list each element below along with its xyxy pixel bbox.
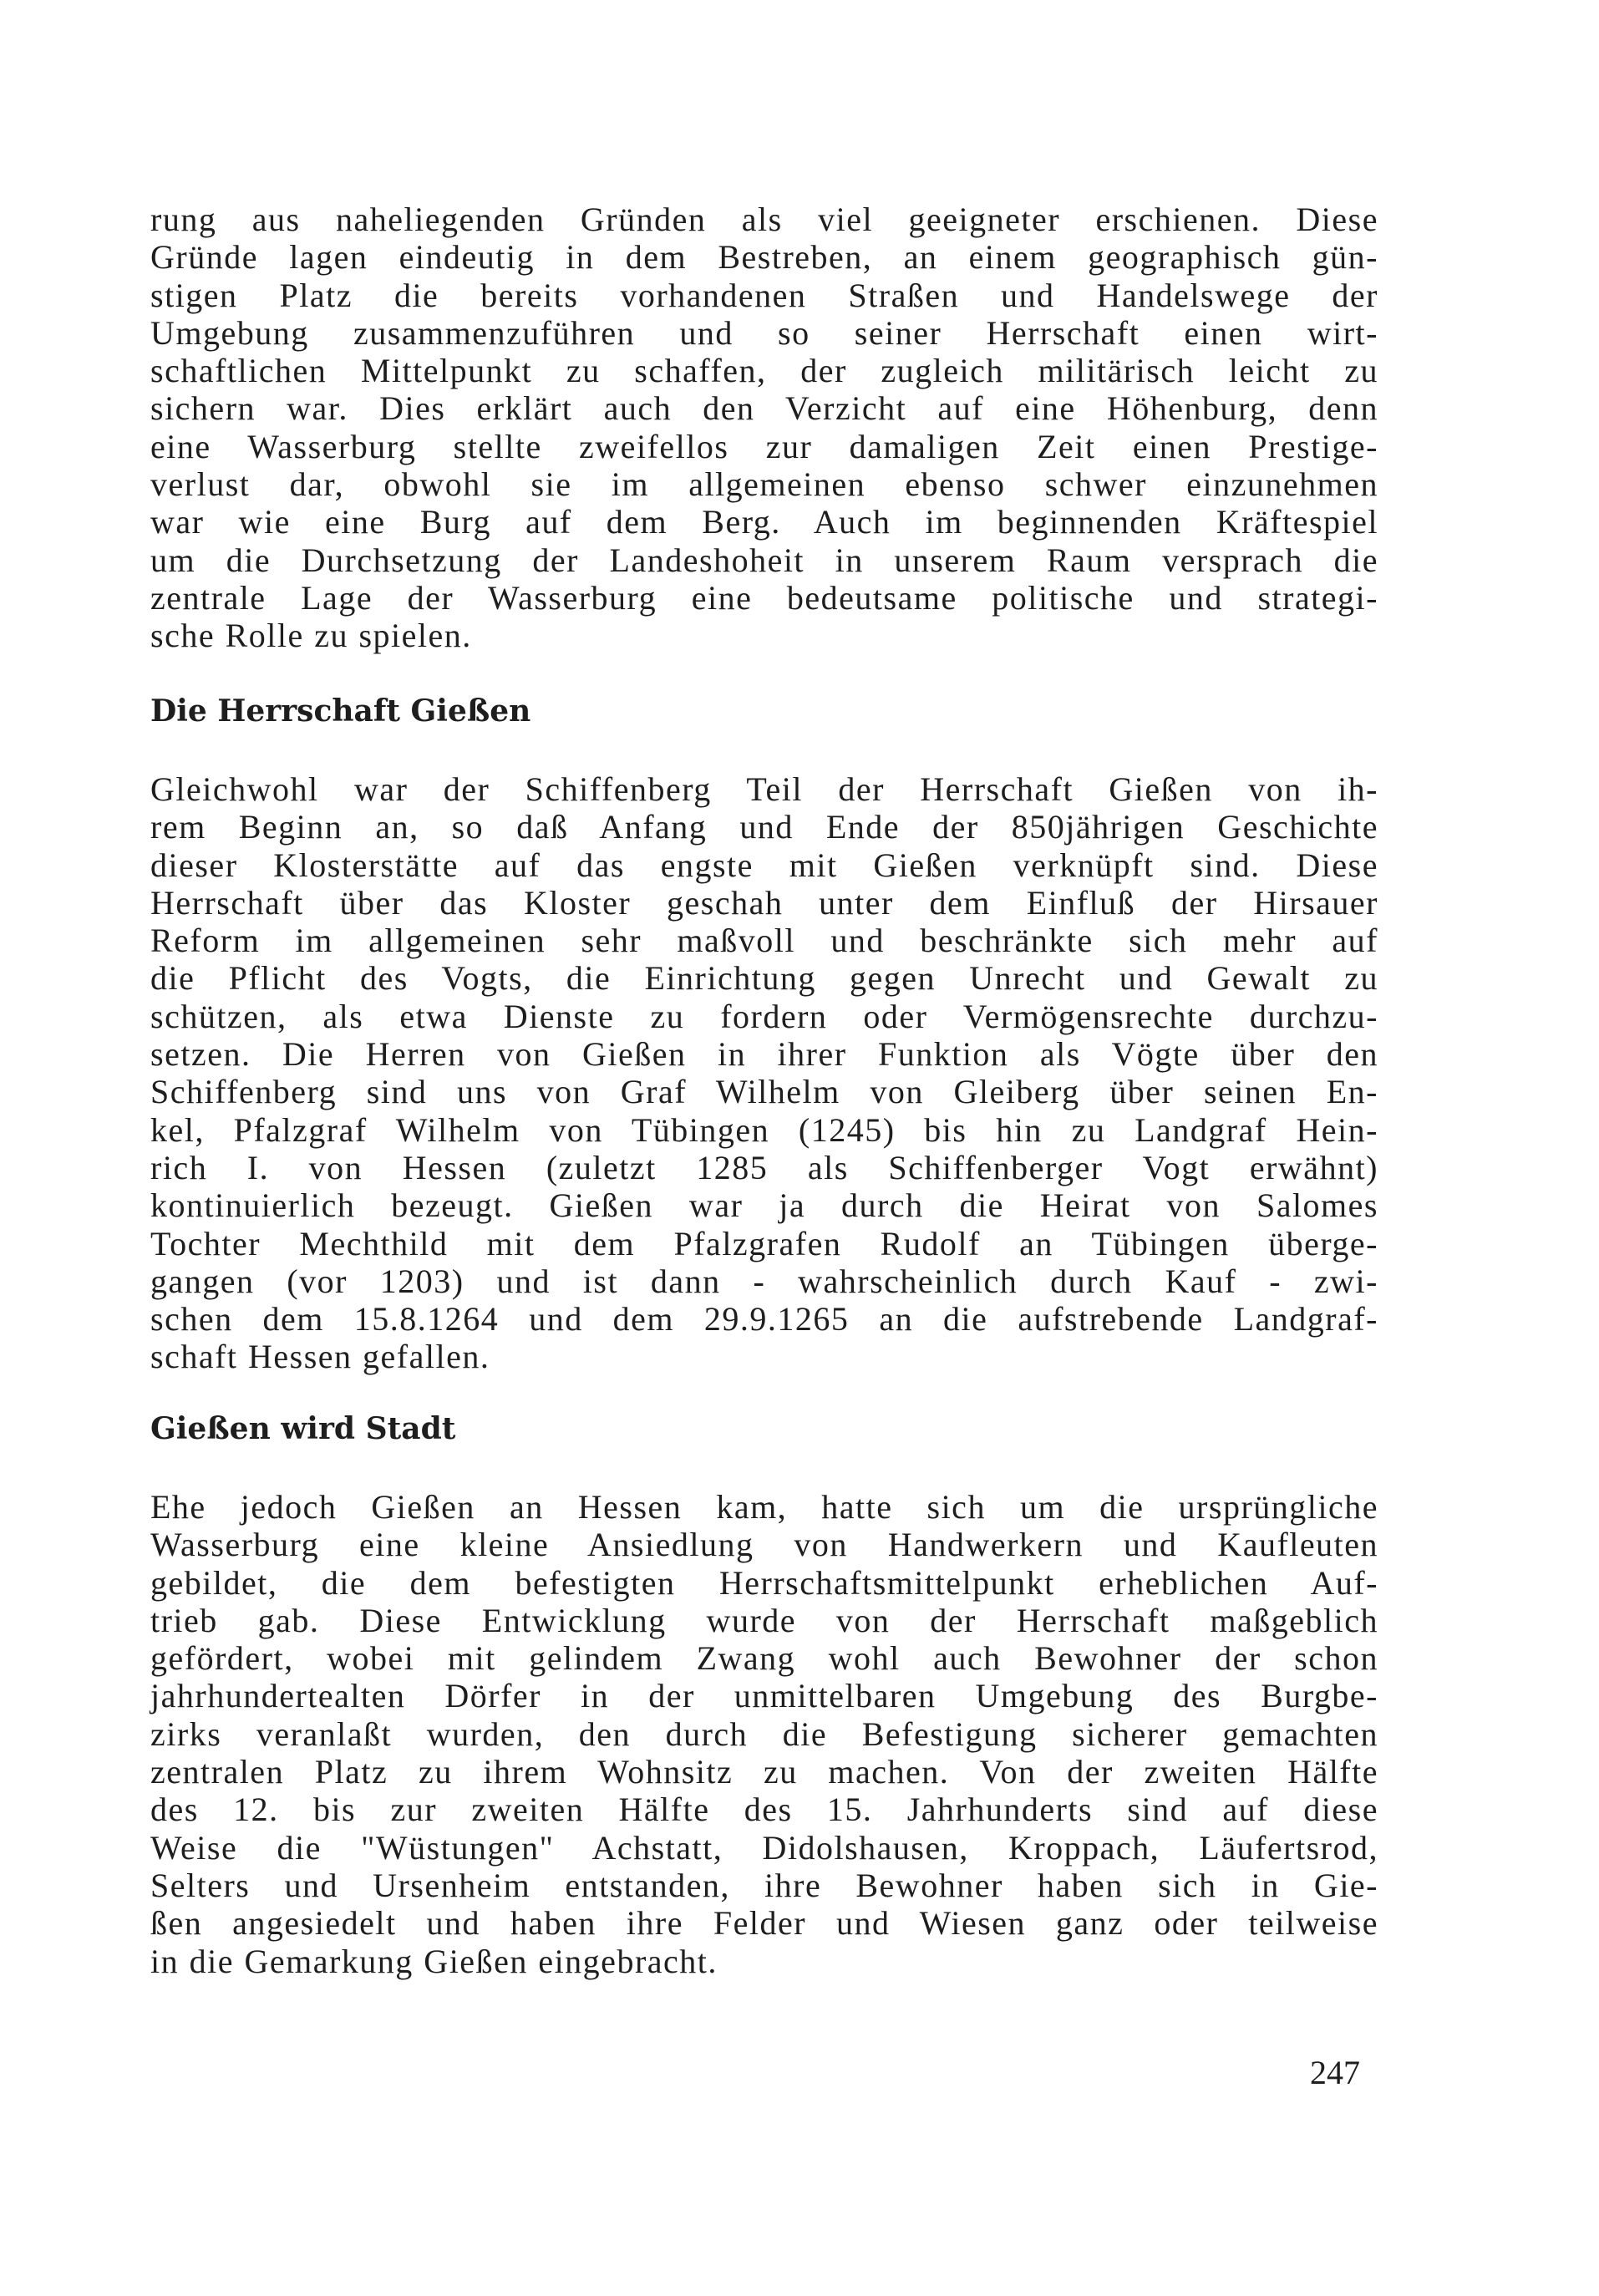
text-line: kontinuierlich bezeugt. Gießen war ja durch die Heirat von Salomes — [150, 1186, 1378, 1225]
section-heading-giessen-wird-stadt: Gießen wird Stadt — [150, 1411, 456, 1446]
text-line: stigen Platz die bereits vorhandenen Straßen und Handelswege der — [150, 276, 1378, 314]
text-line: Umgebung zusammenzuführen und so seiner Herrschaft einen wirt- — [150, 313, 1378, 352]
text-line: Gleichwohl war der Schiffenberg Teil der Herrschaft Gießen von ih- — [150, 770, 1378, 808]
text-line: Tochter Mechthild mit dem Pfalzgrafen Rudolf an Tübingen überge- — [150, 1224, 1378, 1262]
text-line: war wie eine Burg auf dem Berg. Auch im beginnenden Kräftespiel — [150, 503, 1378, 541]
text-line: rich I. von Hessen (zuletzt 1285 als Schiffenberger Vogt erwähnt) — [150, 1148, 1378, 1186]
paragraph-3 — [150, 1488, 1378, 1980]
section-heading-herrschaft-giessen: Die Herrschaft Gießen — [150, 693, 531, 729]
text-line: um die Durchsetzung der Landeshoheit in unserem Raum versprach die — [150, 541, 1378, 579]
paragraph-1 — [150, 201, 1378, 655]
text-line: kel, Pfalzgraf Wilhelm von Tübingen (1245) bis hin zu Landgraf Hein- — [150, 1110, 1378, 1149]
text-line: Wasserburg eine kleine Ansiedlung von Handwerkern und Kaufleuten — [150, 1526, 1378, 1564]
text-line: zentralen Platz zu ihrem Wohnsitz zu machen. Von der zweiten Hälfte — [150, 1753, 1378, 1791]
text-line: des 12. bis zur zweiten Hälfte des 15. Jahrhunderts sind auf diese — [150, 1791, 1378, 1829]
text-line: schützen, als etwa Dienste zu fordern oder Vermögensrechte durchzu- — [150, 997, 1378, 1035]
text-line: schaftlichen Mittelpunkt zu schaffen, der zugleich militärisch leicht zu — [150, 352, 1378, 390]
text-line: zirks veranlaßt wurden, den durch die Befestigung sicherer gemachten — [150, 1714, 1378, 1753]
text-line: Gründe lagen eindeutig in dem Bestreben, an einem geographisch gün- — [150, 238, 1378, 277]
text-line: setzen. Die Herren von Gießen in ihrer Funktion als Vögte über den — [150, 1035, 1378, 1074]
text-line: trieb gab. Diese Entwicklung wurde von der Herrschaft maßgeblich — [150, 1601, 1378, 1639]
text-line: dieser Klosterstätte auf das engste mit Gießen verknüpft sind. Diese — [150, 846, 1378, 884]
text-line: Reform im allgemeinen sehr maßvoll und beschränkte sich mehr auf — [150, 922, 1378, 960]
text-line: die Pflicht des Vogts, die Einrichtung gegen Unrecht und Gewalt zu — [150, 959, 1378, 998]
page-number: 247 — [1310, 2054, 1360, 2091]
text-line: schaft Hessen gefallen. — [150, 1338, 490, 1376]
text-line: schen dem 15.8.1264 und dem 29.9.1265 an die aufstrebende Landgraf- — [150, 1300, 1378, 1338]
text-line: sche Rolle zu spielen. — [150, 617, 472, 655]
text-line: Ehe jedoch Gießen an Hessen kam, hatte sich um die ursprüngliche — [150, 1488, 1378, 1526]
text-line: Schiffenberg sind uns von Graf Wilhelm von Gleiberg über seinen En- — [150, 1073, 1378, 1111]
text-line: eine Wasserburg stellte zweifellos zur damaligen Zeit einen Prestige- — [150, 427, 1378, 465]
text-line: Herrschaft über das Kloster geschah unter dem Einfluß der Hirsauer — [150, 883, 1378, 922]
text-line: gangen (vor 1203) und ist dann - wahrscheinlich durch Kauf - zwi- — [150, 1262, 1378, 1300]
text-line: in die Gemarkung Gießen eingebracht. — [150, 1942, 718, 1980]
text-line: zentrale Lage der Wasserburg eine bedeutsame politische und strategi- — [150, 578, 1378, 617]
text-line: sichern war. Dies erklärt auch den Verzicht auf eine Höhenburg, denn — [150, 389, 1378, 428]
text-line: Selters und Ursenheim entstanden, ihre Bewohner haben sich in Gie- — [150, 1866, 1378, 1904]
text-line: rem Beginn an, so daß Anfang und Ende der 850jährigen Geschichte — [150, 808, 1378, 846]
text-line: jahrhundertealten Dörfer in der unmittelbaren Umgebung des Burgbe- — [150, 1677, 1378, 1715]
text-line: ßen angesiedelt und haben ihre Felder und Wiesen ganz oder teilweise — [150, 1904, 1378, 1943]
paragraph-2 — [150, 770, 1378, 1376]
text-line: verlust dar, obwohl sie im allgemeinen ebenso schwer einzunehmen — [150, 465, 1378, 504]
text-line: gebildet, die dem befestigten Herrschaftsmittelpunkt erheblichen Auf- — [150, 1563, 1378, 1602]
text-line: rung aus naheliegenden Gründen als viel geeigneter erschienen. Diese — [150, 201, 1378, 238]
text-line: Weise die "Wüstungen" Achstatt, Didolshausen, Kroppach, Läufertsrod, — [150, 1828, 1378, 1867]
text-line: gefördert, wobei mit gelindem Zwang wohl auch Bewohner der schon — [150, 1639, 1378, 1678]
